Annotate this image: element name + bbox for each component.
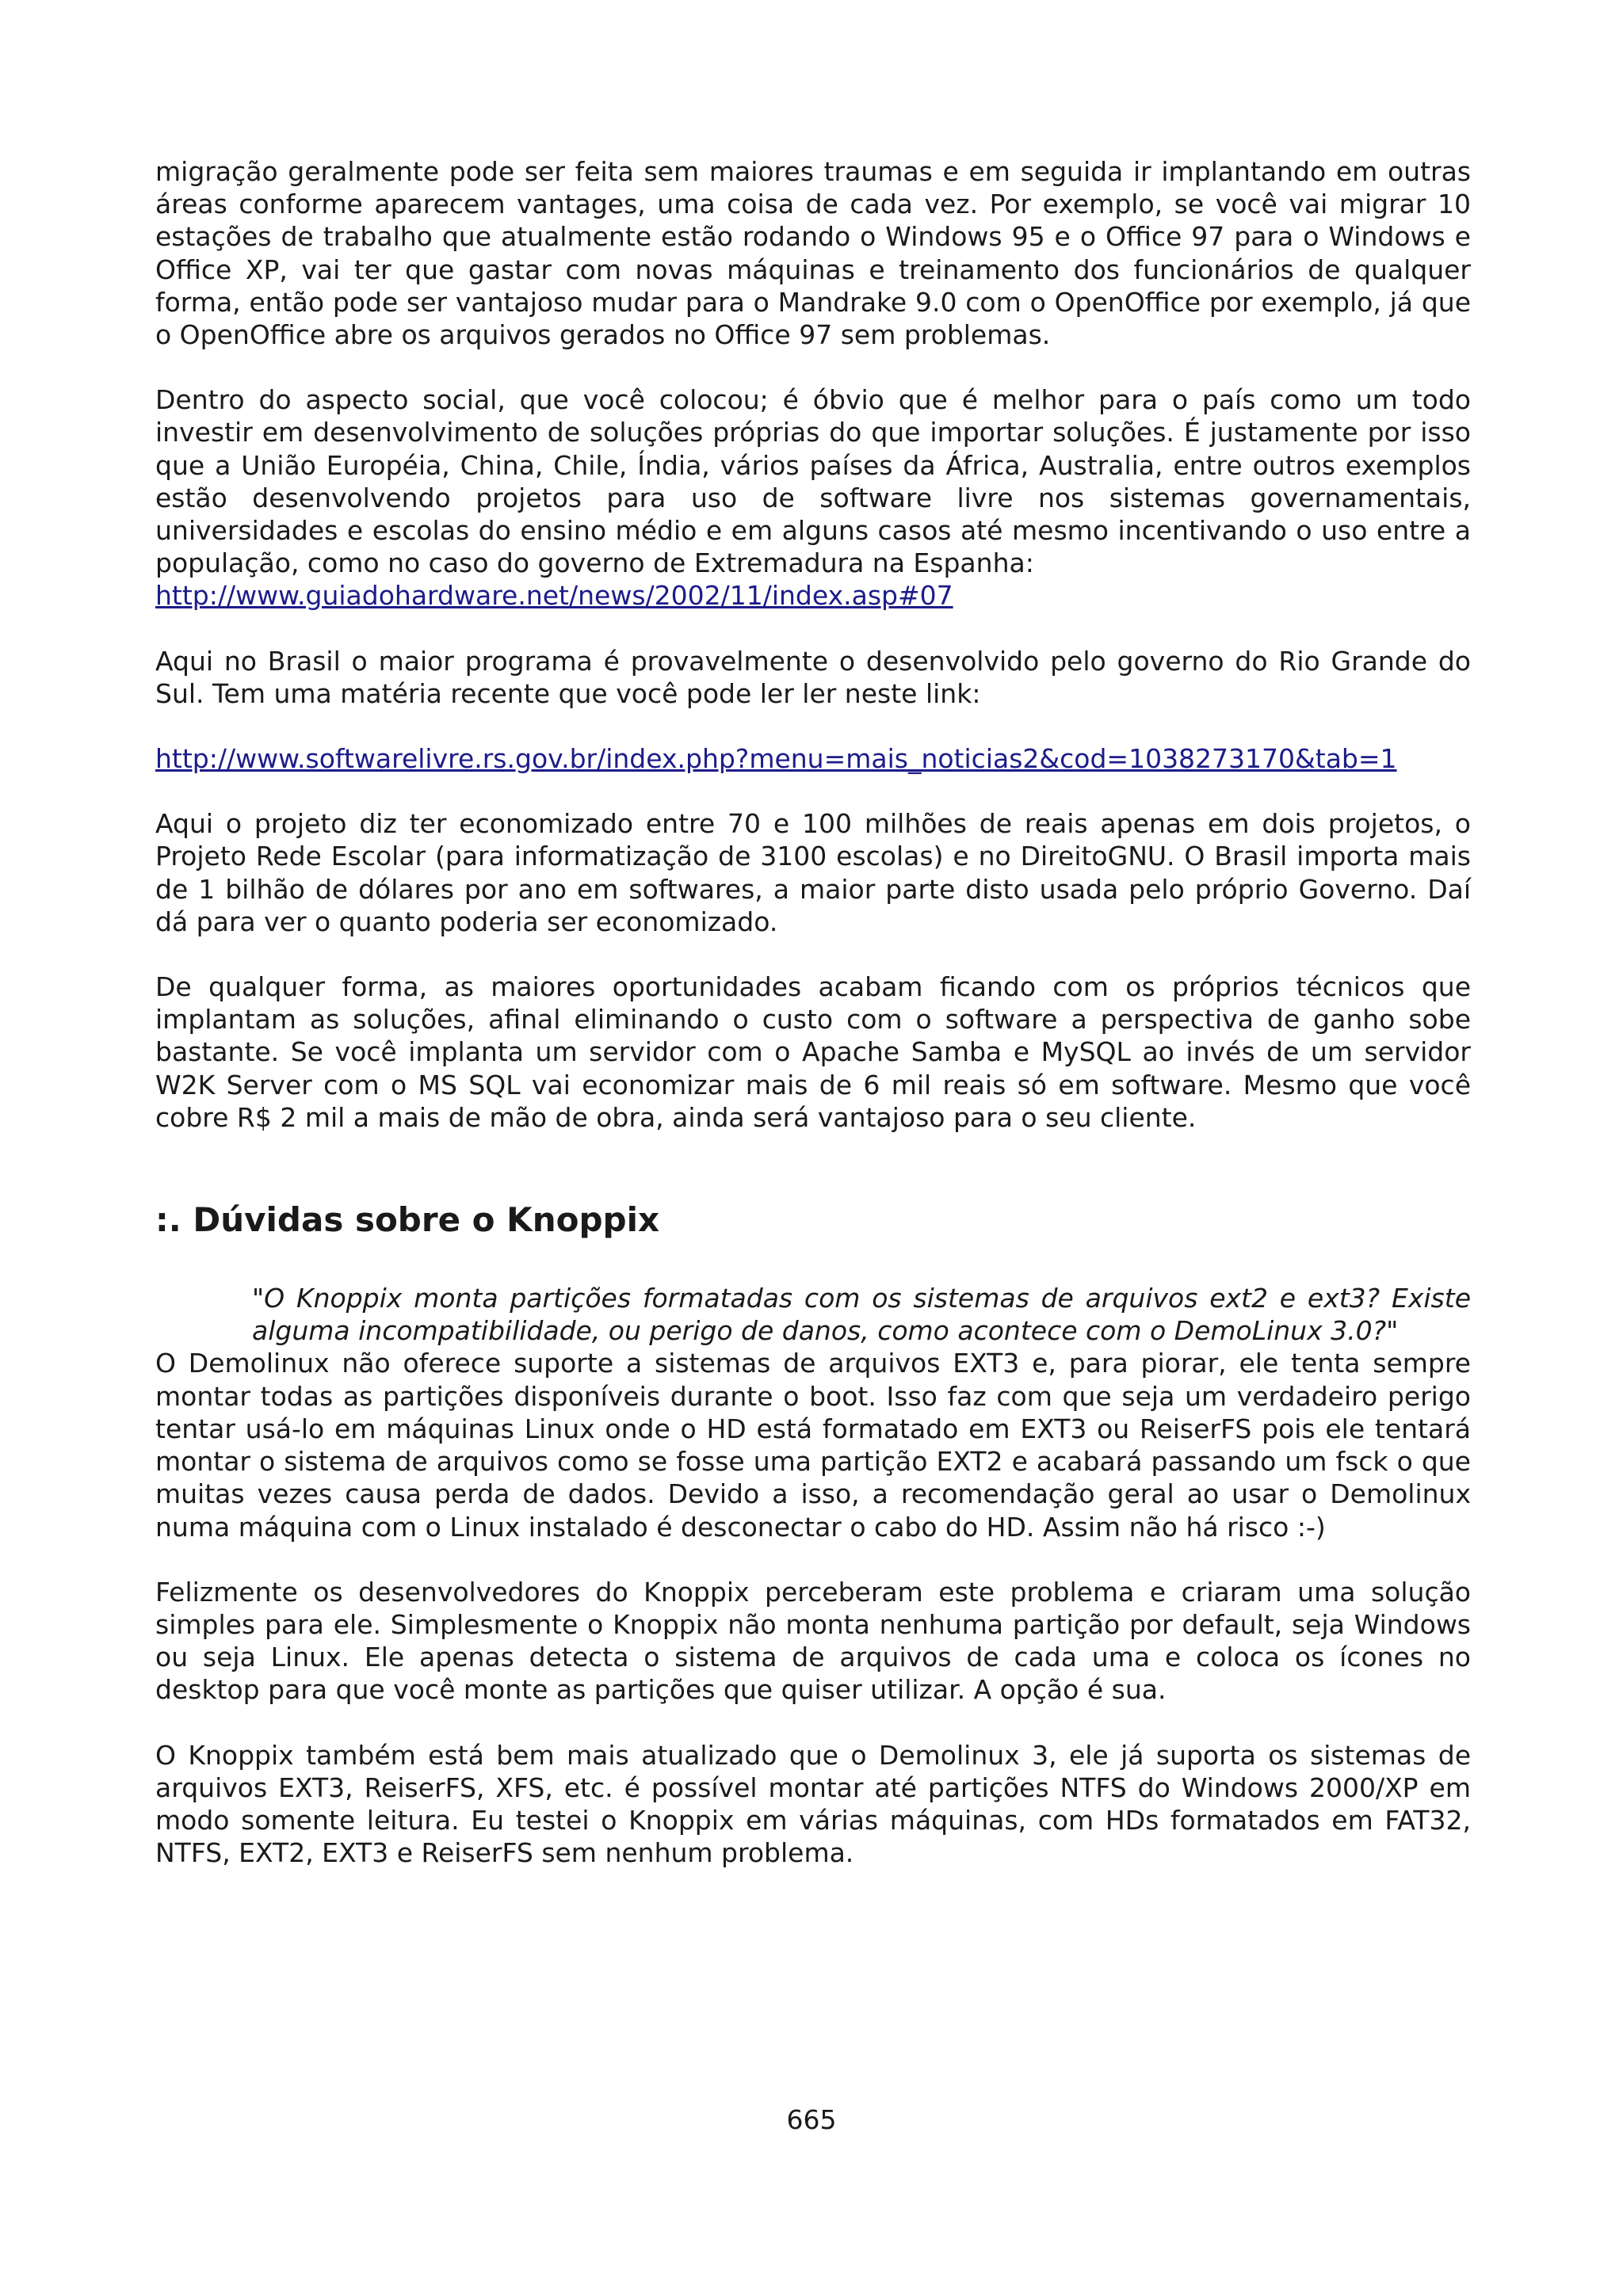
paragraph-social-aspect	[155, 383, 1471, 612]
paragraph-demolinux: O Demolinux não oferece suporte a sistemas de arquivos EXT3 e, para piorar, ele tenta sempre montar todas as partições disponíveis durante o boot. Isso faz com que seja um verdadeiro perigo tentar usá-lo em máquinas Linux onde o HD está formatado em EXT3 ou ReiserFS pois ele tentará montar o sistema de arquivos como se fosse uma partição EXT2 e acabará passando um fsck o que muitas vezes causa perda de dados. Devido a isso, a recomendação geral ao usar o Demolinux numa máquina com o Linux instalado é desconectar o cabo do HD. Assim não há risco :-)	[155, 1348, 1471, 1543]
paragraph-migration: migração geralmente pode ser feita sem maiores traumas e em seguida ir implantando em outras áreas conforme aparecem vantages, uma coisa de cada vez. Por exemplo, se você vai migrar 10 estações de trabalho que atualmente estão rodando o Windows 95 e o Office 97 para o Windows e Office XP, vai ter que gastar com novas máquinas e treinamento dos funcionários de qualquer forma, então pode ser vantajoso mudar para o Mandrake 9.0 com o OpenOffice por exemplo, já que o OpenOffice abre os arquivos gerados no Office 97 sem problemas.	[155, 156, 1471, 351]
link-softwarelivre-line	[155, 742, 1471, 775]
paragraph-economy: Aqui o projeto diz ter economizado entre 70 e 100 milhões de reais apenas em dois projetos, o Projeto Rede Escolar (para informatização de 3100 escolas) e no DireitoGNU. O Brasil importa mais de 1 bilhão de dólares por ano em softwares, a maior parte disto usada pelo próprio Governo. Daí dá para ver o quanto poderia ser economizado.	[155, 808, 1471, 937]
paragraph-opportunities: De qualquer forma, as maiores oportunidades acabam ficando com os próprios técnicos que implantam as soluções, afinal eliminando o custo com o software a perspectiva de ganho sobe bastante. Se você implanta um servidor com o Apache Samba e MySQL ao invés de um servidor W2K Server com o MS SQL vai economizar mais de 6 mil reais só em software. Mesmo que você cobre R$ 2 mil a mais de mão de obra, ainda será vantajoso para o seu cliente.	[155, 971, 1471, 1133]
quote-question: "O Knoppix monta partições formatadas com os sistemas de arquivos ext2 e ext3? Existe alguma incompatibilidade, ou perigo de danos, como acontece com o DemoLinux 3.0?"	[252, 1283, 1471, 1347]
link-guiadohardware[interactable]: http://www.guiadohardware.net/news/2002/11/index.asp#07	[155, 580, 953, 612]
page-number: 665	[786, 2104, 837, 2135]
document-page	[155, 155, 1471, 1901]
section-heading-knoppix: :. Dúvidas sobre o Knoppix	[155, 1200, 660, 1240]
link-softwarelivre[interactable]: http://www.softwarelivre.rs.gov.br/index.php?menu=mais_noticias2&cod=1038273170&tab=1	[155, 743, 1397, 775]
paragraph-brasil: Aqui no Brasil o maior programa é provavelmente o desenvolvido pelo governo do Rio Grande do Sul. Tem uma matéria recente que você pode ler ler neste link:	[155, 645, 1471, 709]
paragraph-knoppix-filesystems: O Knoppix também está bem mais atualizado que o Demolinux 3, ele já suporta os sistemas de arquivos EXT3, ReiserFS, XFS, etc. é possível montar até partições NTFS do Windows 2000/XP em modo somente leitura. Eu testei o Knoppix em várias máquinas, com HDs formatados em FAT32, NTFS, EXT2, EXT3 e ReiserFS sem nenhum problema.	[155, 1739, 1471, 1869]
paragraph-knoppix-solution: Felizmente os desenvolvedores do Knoppix perceberam este problema e criaram uma solução simples para ele. Simplesmente o Knoppix não monta nenhuma partição por default, seja Windows ou seja Linux. Ele apenas detecta o sistema de arquivos de cada uma e coloca os ícones no desktop para que você monte as partições que quiser utilizar. A opção é sua.	[155, 1576, 1471, 1706]
paragraph-social-aspect-text: Dentro do aspecto social, que você colocou; é óbvio que é melhor para o país como um todo investir em desenvolvimento de soluções próprias do que importar soluções. É justamente por isso que a União Européia, China, Chile, Índia, vários países da África, Australia, entre outros exemplos estão desenvolvendo projetos para uso de software livre nos sistemas governamentais, universidades e escolas do ensino médio e em alguns casos até mesmo incentivando o uso entre a população, como no caso do governo de Extremadura na Espanha:	[155, 384, 1471, 579]
